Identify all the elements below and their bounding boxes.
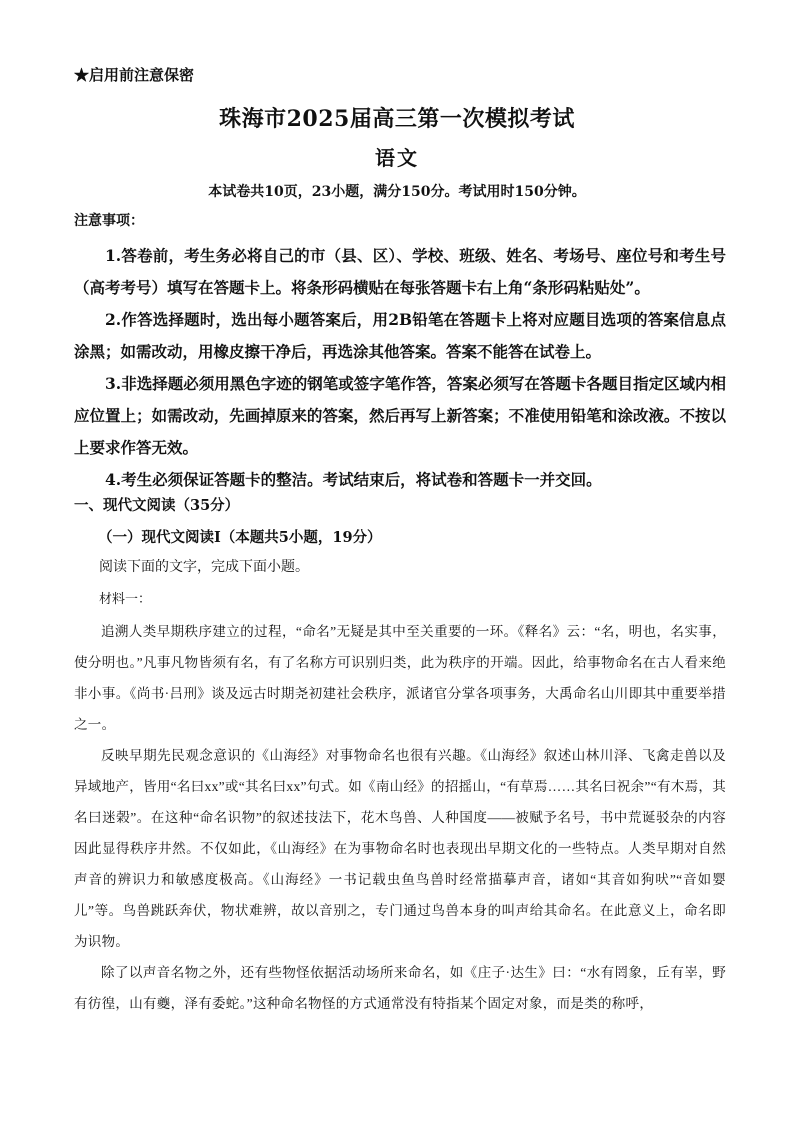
material-label: 材料一： xyxy=(99,591,152,606)
subject-title: 语文 xyxy=(375,146,419,170)
material-paragraph: 除了以声音名物之外，还有些物怪依据活动场所来命名，如《庄子·达生》曰：“水有罔象，丘有峷，野有彷徨，山有夔，泽有委蛇。”这种命名物怪的方式通常没有特指某个固定对象，而是类的称呼， xyxy=(74,965,726,1011)
confidential-notice: ★启用前注意保密 xyxy=(74,66,195,84)
exam-title: 珠海市2025届高三第一次模拟考试 xyxy=(219,106,575,132)
reading-instruction: 阅读下面的文字，完成下面小题。 xyxy=(99,559,309,575)
material-paragraph: 反映早期先民观念意识的《山海经》对事物命名也很有兴趣。《山海经》叙述山林川泽、飞禽走兽以及异域地产，皆用“名曰xx”或“其名曰xx”句式。如《南山经》的招摇山，“有草焉……其名曰祝余”“有木焉，其名曰迷榖”。在这种“命名识物”的叙述技法下，花木鸟兽、人种国度——被赋予名号，书中荒诞驳杂的内容因此显得秩序井然。不仅如此，《山海经》在为事物命名时也表现出早期文化的一些特点。人类早期对自然声音的辨识力和敏感度极高。《山海经》一书记载虫鱼鸟兽时经常描摹声音，诸如“其音如狗吠”“音如婴儿”等。鸟兽跳跃奔伏，物状难辨，故以音别之，专门通过鸟兽本身的叫声给其命名。在此意义上，命名即为识物。 xyxy=(74,748,726,949)
notice-heading: 注意事项： xyxy=(74,213,144,229)
exam-meta: 本试卷共10页，23小题，满分150分。考试用时150分钟。 xyxy=(208,184,586,200)
notice-item-3: 3.非选择题必须用黑色字迹的钢笔或签字笔作答，答案必须写在答题卡各题目指定区域内相应位置上；如需改动，先画掉原来的答案，然后再写上新答案；不准使用铅笔和涂改液。不按以上要求作答无效。 xyxy=(74,374,726,457)
notice-item-2: 2.作答选择题时，选出每小题答案后，用2B铅笔在答题卡上将对应题目选项的答案信息点涂黑；如需改动，用橡皮擦干净后，再选涂其他答案。答案不能答在试卷上。 xyxy=(74,310,726,361)
subsection-title: （一）现代文阅读Ⅰ（本题共5小题，19分） xyxy=(98,529,382,546)
material-paragraph: 追溯人类早期秩序建立的过程，“命名”无疑是其中至关重要的一环。《释名》云：“名，明也，名实事，使分明也。”凡事凡物皆须有名，有了名称方可识别归类，此为秩序的开端。因此，给事物命名在古人看来绝非小事。《尚书·吕刑》谈及远古时期尧初建社会秩序，派诸官分掌各项事务，大禹命名山川即其中重要举措之一。 xyxy=(74,624,726,732)
notice-item-1: 1.答卷前，考生务必将自己的市（县、区）、学校、班级、姓名、考场号、座位号和考生号（高考考号）填写在答题卡上。将条形码横贴在每张答题卡右上角“条形码粘贴处”。 xyxy=(74,246,726,297)
notice-item-4: 4.考生必须保证答题卡的整洁。考试结束后，将试卷和答题卡一并交回。 xyxy=(105,470,602,489)
material-text xyxy=(74,616,726,1019)
notice-list xyxy=(74,240,726,496)
section-title: 一、现代文阅读（35分） xyxy=(74,497,240,514)
